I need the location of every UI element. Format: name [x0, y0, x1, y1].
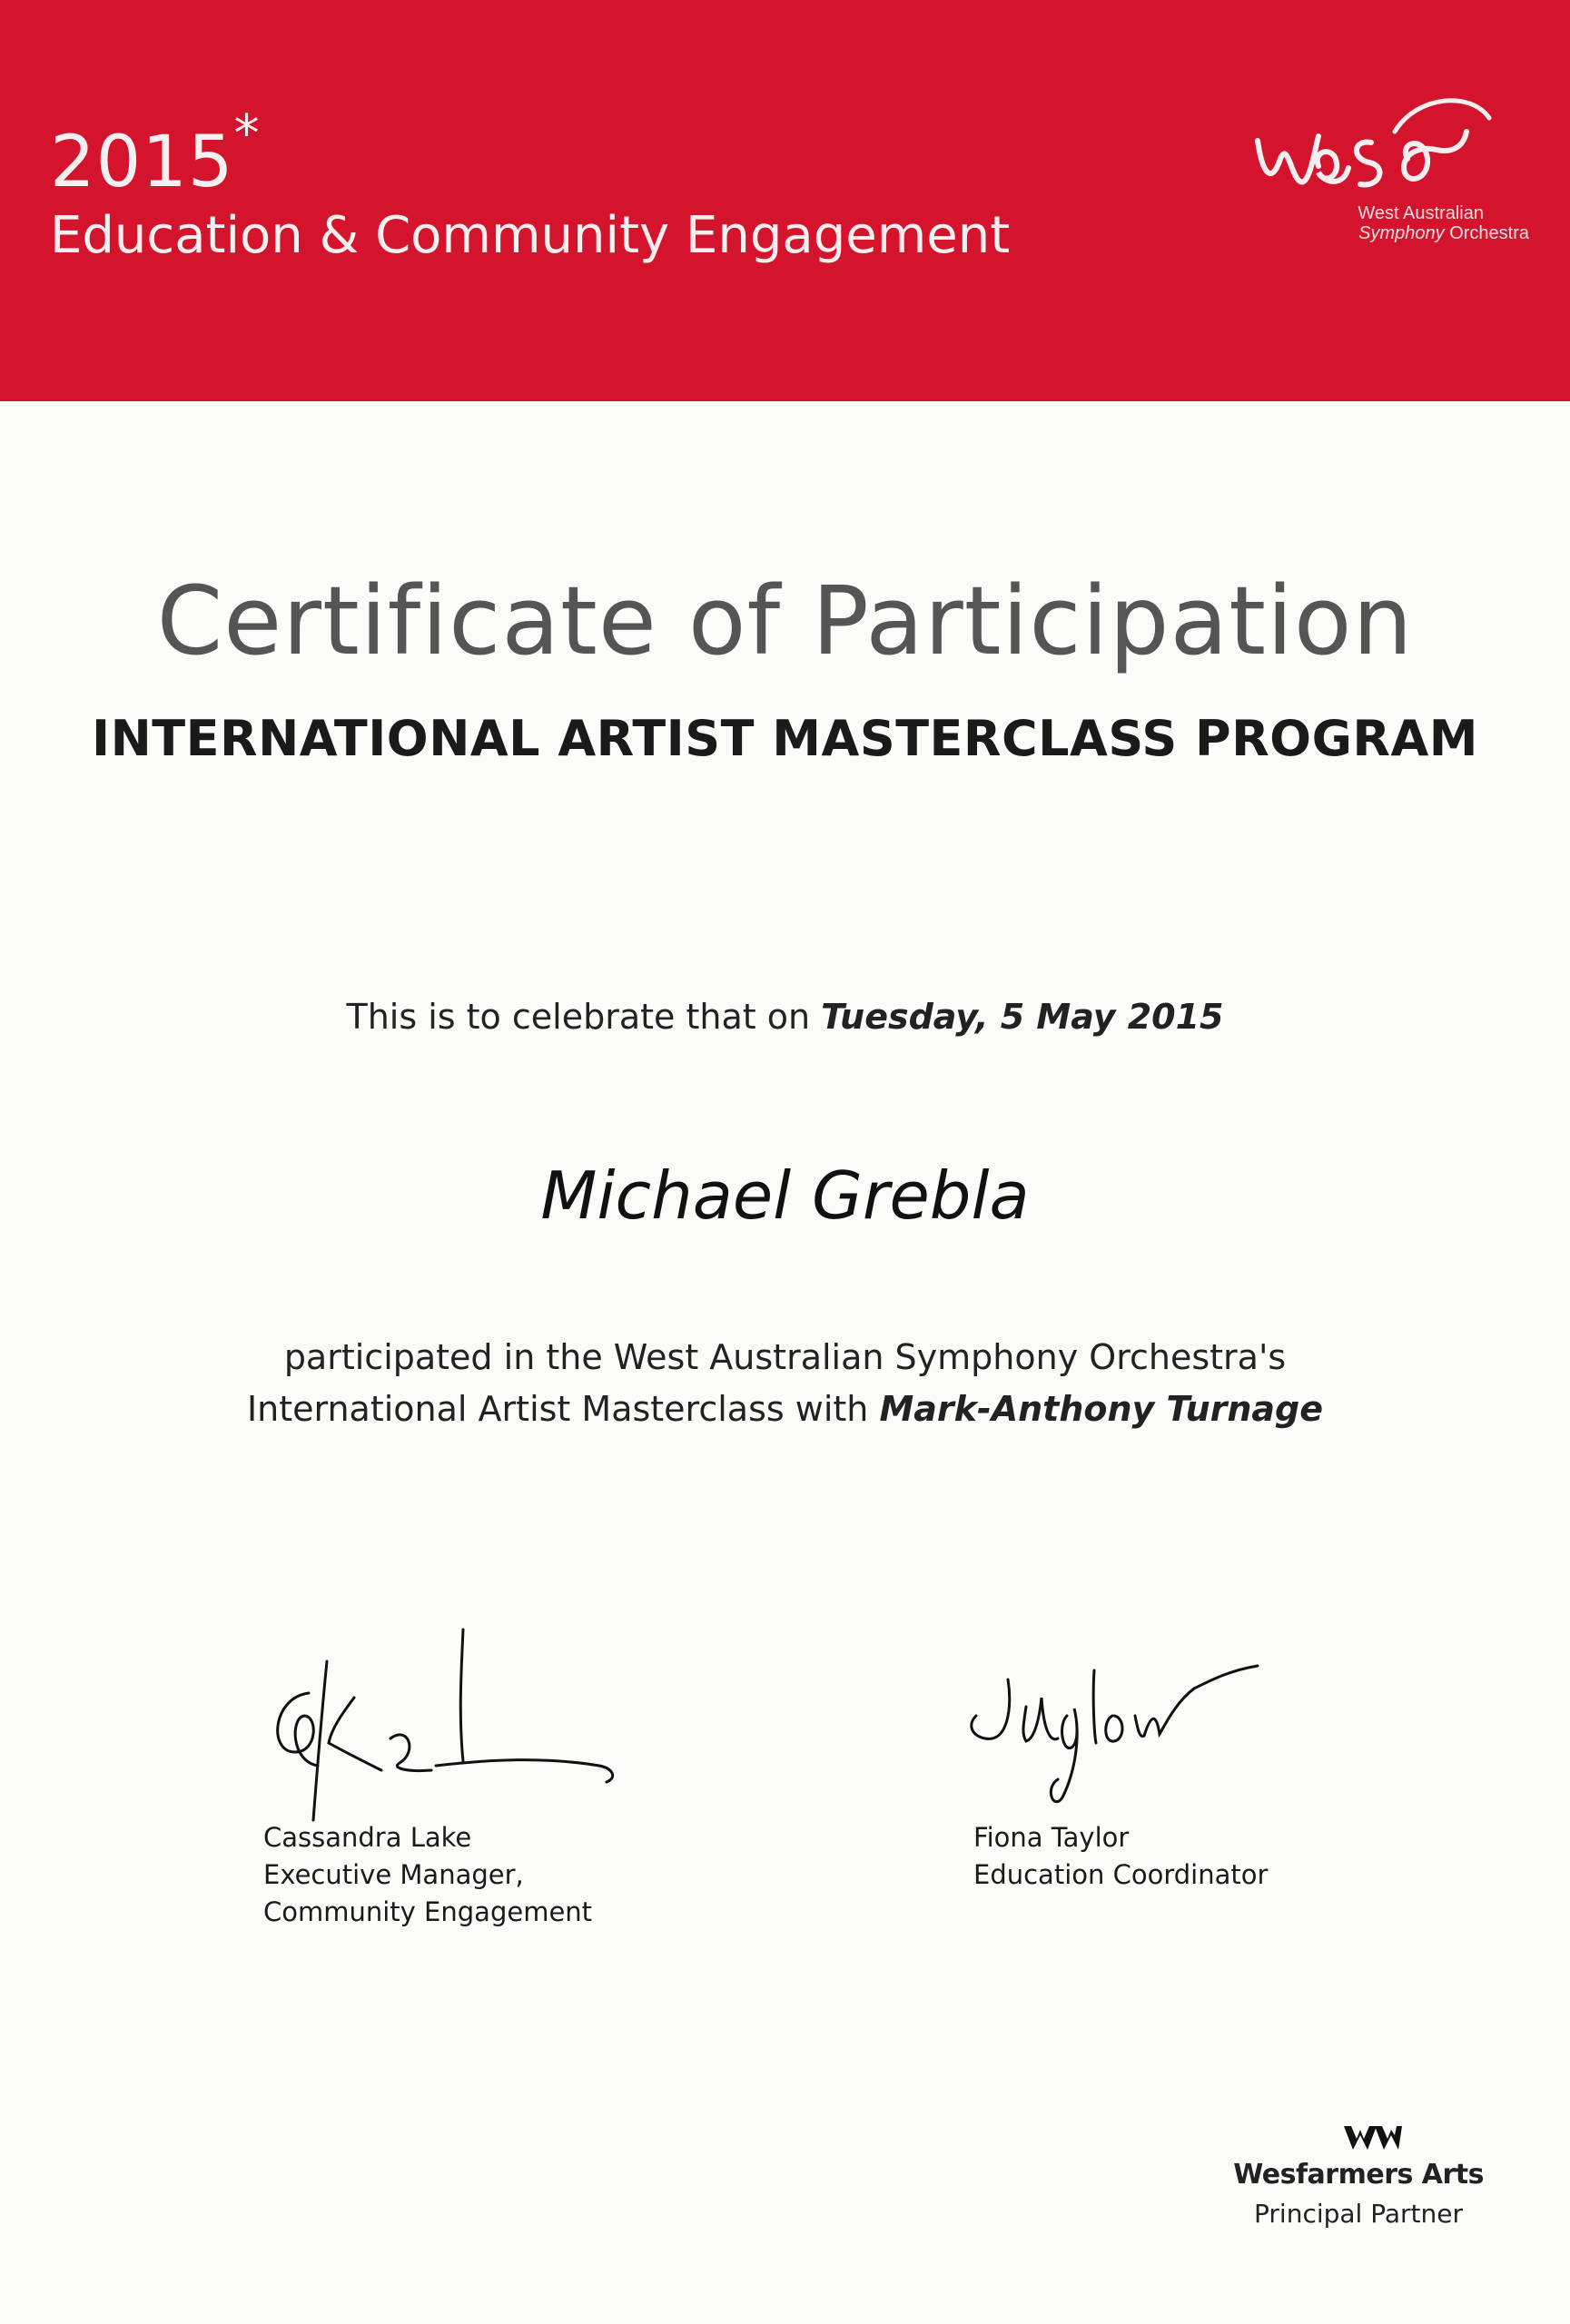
logo-line1: West Australian [1358, 203, 1484, 223]
certificate-title: Certificate of Participation [156, 566, 1414, 676]
certificate-subtitle: INTERNATIONAL ARTIST MASTERCLASS PROGRAM [91, 710, 1479, 767]
signatory-title: Community Engagement [263, 1896, 593, 1927]
signatory-fiona [973, 1819, 1268, 1894]
signature-fiona-taylor [958, 1652, 1285, 1807]
header-program: Education & Community Engagement [50, 206, 1011, 265]
celebrate-line: This is to celebrate that on Tuesday, 5 May 2015 [346, 997, 1224, 1037]
participation-line-1: participated in the West Australian Symphony Orchestra's [283, 1337, 1287, 1377]
partner-role: Principal Partner [1254, 2199, 1463, 2229]
partner-name: Wesfarmers Arts [1233, 2159, 1484, 2191]
artist-name: Mark-Anthony Turnage [879, 1389, 1324, 1429]
signature-cassandra-lake [254, 1616, 636, 1825]
signatory-title: Education Coordinator [973, 1859, 1269, 1890]
wesfarmers-logo-icon [1342, 2122, 1402, 2153]
header-band [0, 0, 1570, 401]
signatory-title: Executive Manager, [263, 1859, 524, 1890]
signatory-name: Fiona Taylor [973, 1822, 1130, 1853]
header-year: 2015* [50, 104, 261, 203]
signatory-cassandra [263, 1819, 592, 1931]
signatory-name: Cassandra Lake [263, 1822, 472, 1853]
participation-line-2: International Artist Masterclass with Mark-Anthony Turnage [246, 1389, 1324, 1429]
logo-line2: Symphony Orchestra [1358, 223, 1529, 243]
year-asterisk: * [233, 104, 261, 163]
event-date: Tuesday, 5 May 2015 [821, 997, 1224, 1037]
recipient-name: Michael Grebla [540, 1157, 1030, 1234]
